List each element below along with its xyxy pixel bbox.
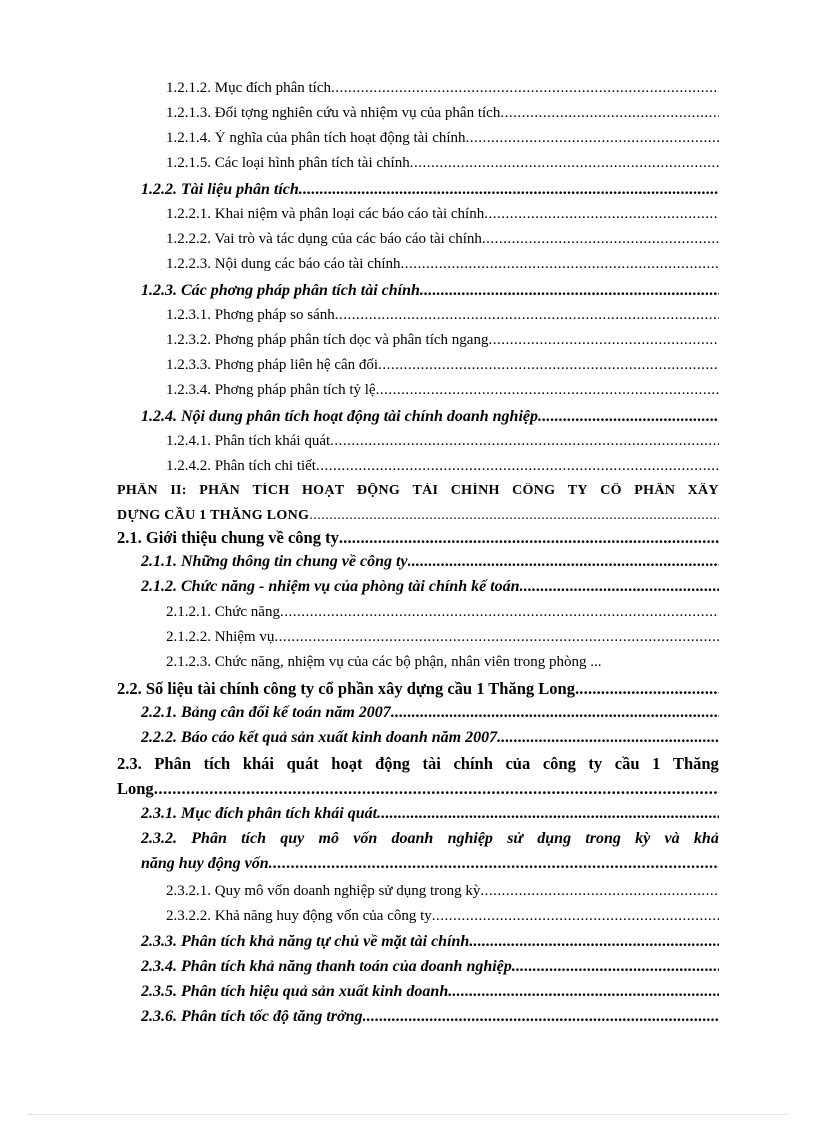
toc-entry-title-line2: năng huy động vốn [141, 855, 269, 872]
dot-leader [401, 256, 719, 273]
toc-entry-title: 1.2.2.1. Khai niệm và phân loại các báo cáo tài chính [166, 206, 485, 222]
toc-entry-level-3[interactable] [166, 908, 719, 933]
toc-entry-level-3[interactable] [166, 256, 719, 281]
toc-entry-level-3[interactable] [166, 883, 719, 908]
toc-entry-title: 2.1.2.3. Chức năng, nhiệm vụ của các bộ phận, nhân viên trong phòng ... [166, 654, 602, 670]
toc-entry-level-3[interactable] [166, 629, 719, 654]
toc-entry-title: 1.2.2.2. Vai trò và tác dụng của các báo cáo tài chính [166, 231, 482, 247]
dot-leader [154, 779, 719, 799]
dot-leader [512, 958, 719, 976]
toc-entry-title: 2.3.4. Phân tích khả năng thanh toán của doanh nghiệp [141, 958, 512, 975]
dot-leader [376, 382, 719, 399]
toc-entry-title-line1: 2.3.2. Phân tích quy mô vốn doanh nghiệp sử dụng trong kỳ và khả [141, 830, 719, 847]
dot-leader [316, 458, 719, 475]
toc-entry-title: 2.2. Số liệu tài chính công ty cổ phần xây dựng cầu 1 Thăng Long [117, 679, 575, 698]
dot-leader [377, 805, 719, 823]
dot-leader [500, 105, 719, 122]
toc-entry-level-1[interactable] [117, 754, 719, 804]
dot-leader [274, 629, 719, 646]
dot-leader [299, 181, 719, 199]
toc-entry-title-line1: 2.3. Phân tích khái quát hoạt động tài chính của công ty cầu 1 Thăng [117, 754, 719, 773]
dot-leader [448, 983, 719, 1001]
dot-leader [363, 1008, 719, 1026]
toc-entry-title: 2.2.2. Báo cáo kết quả sản xuất kinh doanh năm 2007 [141, 729, 498, 746]
toc-entry-title-line1: PHẦN II: PHÂN TÍCH HOẠT ĐỘNG TÀI CHÍNH CÔNG TY CỔ PHẦN XÂY [117, 483, 719, 498]
toc-entry-level-3[interactable] [166, 105, 719, 130]
part-heading[interactable] [117, 483, 719, 533]
dot-leader [497, 729, 719, 747]
toc-entry-level-2[interactable] [141, 704, 719, 729]
dot-leader [410, 155, 719, 172]
dot-leader [520, 578, 719, 596]
toc-entry-title: 1.2.1.5. Các loại hình phân tích tài chính [166, 155, 410, 171]
toc-entry-title: 1.2.1.4. Ý nghĩa của phân tích hoạt động tài chính [166, 130, 466, 146]
dot-leader [482, 231, 719, 248]
dot-leader [480, 883, 719, 900]
toc-entry-level-2[interactable] [141, 1008, 719, 1033]
dot-leader [331, 80, 719, 97]
toc-entry-title: 1.2.3.3. Phơng pháp liên hệ cân đối [166, 357, 379, 373]
dot-leader [420, 282, 719, 300]
toc-entry-level-2[interactable] [141, 983, 719, 1008]
toc-entry-title: 1.2.4.1. Phân tích khái quát [166, 433, 331, 449]
dot-leader [469, 933, 719, 951]
toc-entry-level-2[interactable] [141, 408, 719, 433]
dot-leader [378, 357, 719, 374]
toc-entry-level-3[interactable] [166, 458, 719, 483]
toc-entry-title: 2.1.2. Chức năng - nhiệm vụ của phòng tài chính kế toán [141, 578, 520, 595]
toc-entry-level-3[interactable] [166, 604, 719, 629]
toc-entry-level-3[interactable] [166, 80, 719, 105]
toc-entry-level-2[interactable] [141, 933, 719, 958]
dot-leader [309, 508, 719, 524]
dot-leader [488, 332, 719, 349]
toc-entry-title: 2.3.6. Phân tích tốc độ tăng trởng [141, 1008, 363, 1025]
toc-entry-level-2[interactable] [141, 282, 719, 307]
dot-leader [575, 679, 719, 699]
toc-entry-title: 2.2.1. Bảng cân đối kế toán năm 2007 [141, 704, 391, 721]
toc-entry-title: 1.2.3. Các phơng pháp phân tích tài chính [141, 282, 420, 299]
toc-entry-title-line2: DỰNG CẦU 1 THĂNG LONG [117, 508, 310, 523]
toc-entry-level-2[interactable] [141, 578, 719, 603]
toc-entry-title: 1.2.1.3. Đối tợng nghiên cứu và nhiệm vụ của phân tích [166, 105, 501, 121]
toc-entry-title: 2.3.5. Phân tích hiệu quả sản xuất kinh doanh [141, 983, 449, 1000]
toc-entry-title: 1.2.3.1. Phơng pháp so sánh [166, 307, 335, 323]
dot-leader [330, 433, 719, 450]
toc-entry-title: 2.1.1. Những thông tin chung về công ty [141, 553, 408, 570]
toc-entry-level-2[interactable] [141, 181, 719, 206]
toc-entry-title: 2.1.2.1. Chức năng [166, 604, 280, 620]
toc-entry-title: 2.3.1. Mục đích phân tích khái quát [141, 805, 378, 822]
toc-entry-title: 1.2.3.4. Phơng pháp phân tích tỷ lệ [166, 382, 376, 398]
dot-leader [408, 553, 719, 571]
toc-entry-level-3[interactable] [166, 433, 719, 458]
toc-entry-level-1[interactable] [117, 679, 719, 704]
toc-entry-title: 1.2.2. Tài liệu phân tích [141, 181, 299, 198]
toc-entry-level-2[interactable] [141, 958, 719, 983]
toc-entry-title: 1.2.4. Nội dung phân tích hoạt động tài chính doanh nghiệp [141, 408, 538, 425]
toc-entry-title: 1.2.4.2. Phân tích chi tiết [166, 458, 316, 474]
toc-entry-title: 2.3.2.2. Khả năng huy động vốn của công ty [166, 908, 432, 924]
toc-entry-level-2[interactable] [141, 729, 719, 754]
toc-entry-level-2[interactable] [141, 805, 719, 830]
toc-entry-title: 1.2.2.3. Nội dung các báo cáo tài chính [166, 256, 401, 272]
toc-entry-level-3[interactable] [166, 155, 719, 180]
toc-entry-level-1[interactable] [117, 528, 719, 553]
dot-leader [484, 206, 719, 223]
dot-leader [466, 130, 719, 147]
toc-entry-level-2[interactable] [141, 830, 719, 880]
page-bottom-divider [28, 1114, 788, 1116]
toc-entry-level-3[interactable] [166, 382, 719, 407]
dot-leader [391, 704, 719, 722]
toc-entry-level-3[interactable] [166, 206, 719, 231]
dot-leader [432, 908, 719, 925]
toc-entry-title: 1.2.1.2. Mục đích phân tích [166, 80, 331, 96]
toc-entry-title: 2.1.2.2. Nhiệm vụ [166, 629, 275, 645]
toc-entry-title: 2.3.2.1. Quy mô vốn doanh nghiệp sử dụng trong kỳ [166, 883, 481, 899]
dot-leader [280, 604, 719, 621]
toc-entry-level-3[interactable] [166, 231, 719, 256]
toc-entry-title-line2: Long [117, 779, 154, 798]
dot-leader [335, 307, 719, 324]
toc-entry-title: 2.3.3. Phân tích khả năng tự chủ về mặt tài chính [141, 933, 470, 950]
toc-entry-level-3[interactable] [166, 654, 719, 679]
toc-entry-title: 2.1. Giới thiệu chung về công ty [117, 528, 339, 547]
toc-entry-level-3[interactable] [166, 307, 719, 332]
toc-entry-level-2[interactable] [141, 553, 719, 578]
toc-entry-title: 1.2.3.2. Phơng pháp phân tích dọc và phân tích ngang [166, 332, 489, 348]
toc-entry-level-3[interactable] [166, 332, 719, 357]
dot-leader [538, 408, 719, 426]
toc-entry-level-3[interactable] [166, 130, 719, 155]
dot-leader [339, 528, 719, 548]
dot-leader [269, 855, 719, 873]
toc-entry-level-3[interactable] [166, 357, 719, 382]
